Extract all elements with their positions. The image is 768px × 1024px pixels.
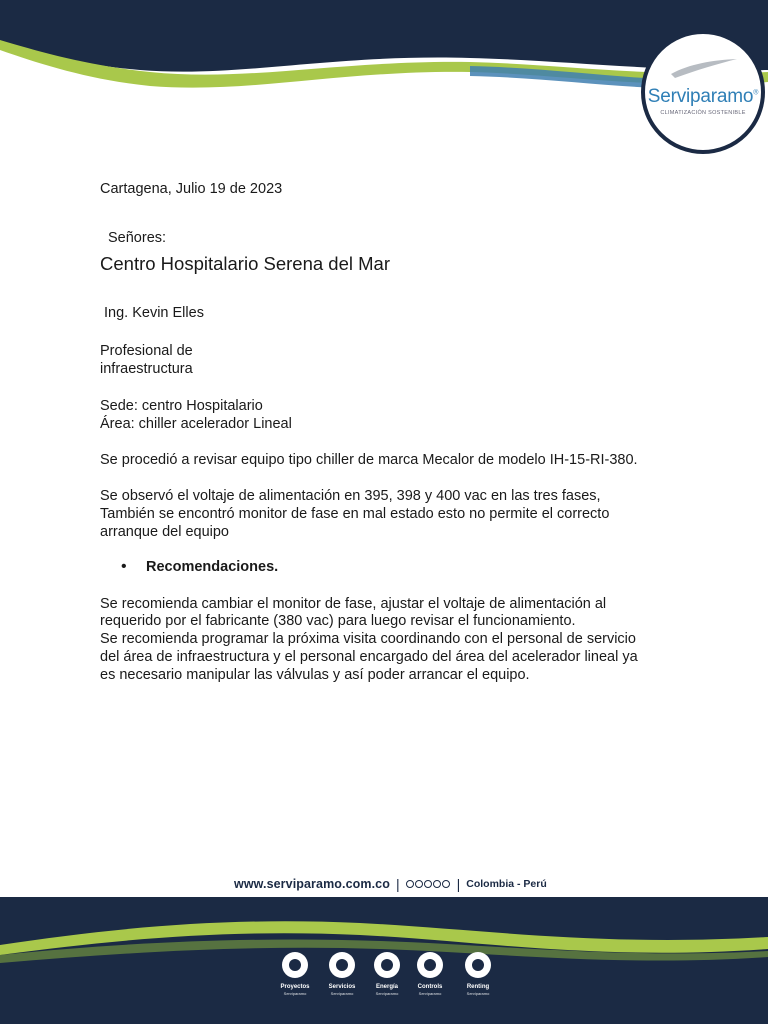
social-icons (406, 877, 451, 891)
linkedin-icon[interactable] (433, 880, 441, 888)
website-link[interactable]: www.serviparamo.com.co (234, 877, 390, 891)
energy-icon (374, 952, 400, 978)
instagram-icon[interactable] (415, 880, 423, 888)
youtube-icon[interactable] (424, 880, 432, 888)
paragraph-observation-line2: También se encontró monitor de fase en mal estado esto no permite el correcto (100, 506, 610, 522)
paragraph-observation-line3: arranque del equipo (100, 524, 229, 540)
gears-icon (282, 952, 308, 978)
logo-swoosh-icon (667, 56, 739, 80)
date-line: Cartagena, Julio 19 de 2023 (100, 181, 283, 197)
site-line: Sede: centro Hospitalario (100, 398, 263, 414)
recommendation-2-line2: del área de infraestructura y el personal encargado del área del acelerador lineal ya (100, 649, 638, 665)
footer-contact-line (234, 876, 547, 892)
logo-wordmark: Serviparamo® (647, 86, 759, 107)
recommendation-2-line1: Se recomienda programar la próxima visita coordinando con el personal de servicio (100, 631, 636, 647)
service-proyectos[interactable]: Proyectos Serviparamo (270, 952, 320, 996)
company-logo (641, 30, 765, 154)
service-renting[interactable]: Renting Serviparamo (453, 952, 503, 996)
service-servicios[interactable]: Servicios Serviparamo (317, 952, 367, 996)
twitter-icon[interactable] (442, 880, 450, 888)
service-controls[interactable]: Controls Serviparamo (405, 952, 455, 996)
bullet-icon: • (121, 558, 127, 575)
contact-name: Ing. Kevin Elles (104, 305, 204, 321)
recommendations-heading: Recomendaciones. (146, 559, 279, 575)
recommendation-2-line3: es necesario manipular las válvulas y así poder arrancar el equipo. (100, 667, 530, 683)
contact-role-line2: infraestructura (100, 361, 193, 377)
logo-tagline: CLIMATIZACIÓN SOSTENIBLE (660, 110, 746, 116)
renting-icon (465, 952, 491, 978)
facebook-icon[interactable] (406, 880, 414, 888)
head-gear-icon (329, 952, 355, 978)
recommendation-1-line1: Se recomienda cambiar el monitor de fase, ajustar el voltaje de alimentación al (100, 596, 607, 612)
divider: | (456, 876, 461, 892)
paragraph-inspection: Se procedió a revisar equipo tipo chiller de marca Mecalor de modelo IH-15-RI-380. (100, 452, 638, 468)
service-energia[interactable]: Energía Serviparamo (362, 952, 412, 996)
salutation: Señores: (108, 230, 167, 246)
controls-icon (417, 952, 443, 978)
countries: Colombia - Perú (466, 878, 547, 890)
divider: | (395, 876, 400, 892)
contact-role-line1: Profesional de (100, 343, 193, 359)
recommendation-1-line2: requerido por el fabricante (380 vac) para luego revisar el funcionamiento. (100, 613, 576, 629)
recipient-organization: Centro Hospitalario Serena del Mar (100, 253, 390, 274)
area-line: Área: chiller acelerador Lineal (100, 416, 292, 432)
paragraph-observation-line1: Se observó el voltaje de alimentación en 395, 398 y 400 vac en las tres fases, (100, 488, 601, 504)
